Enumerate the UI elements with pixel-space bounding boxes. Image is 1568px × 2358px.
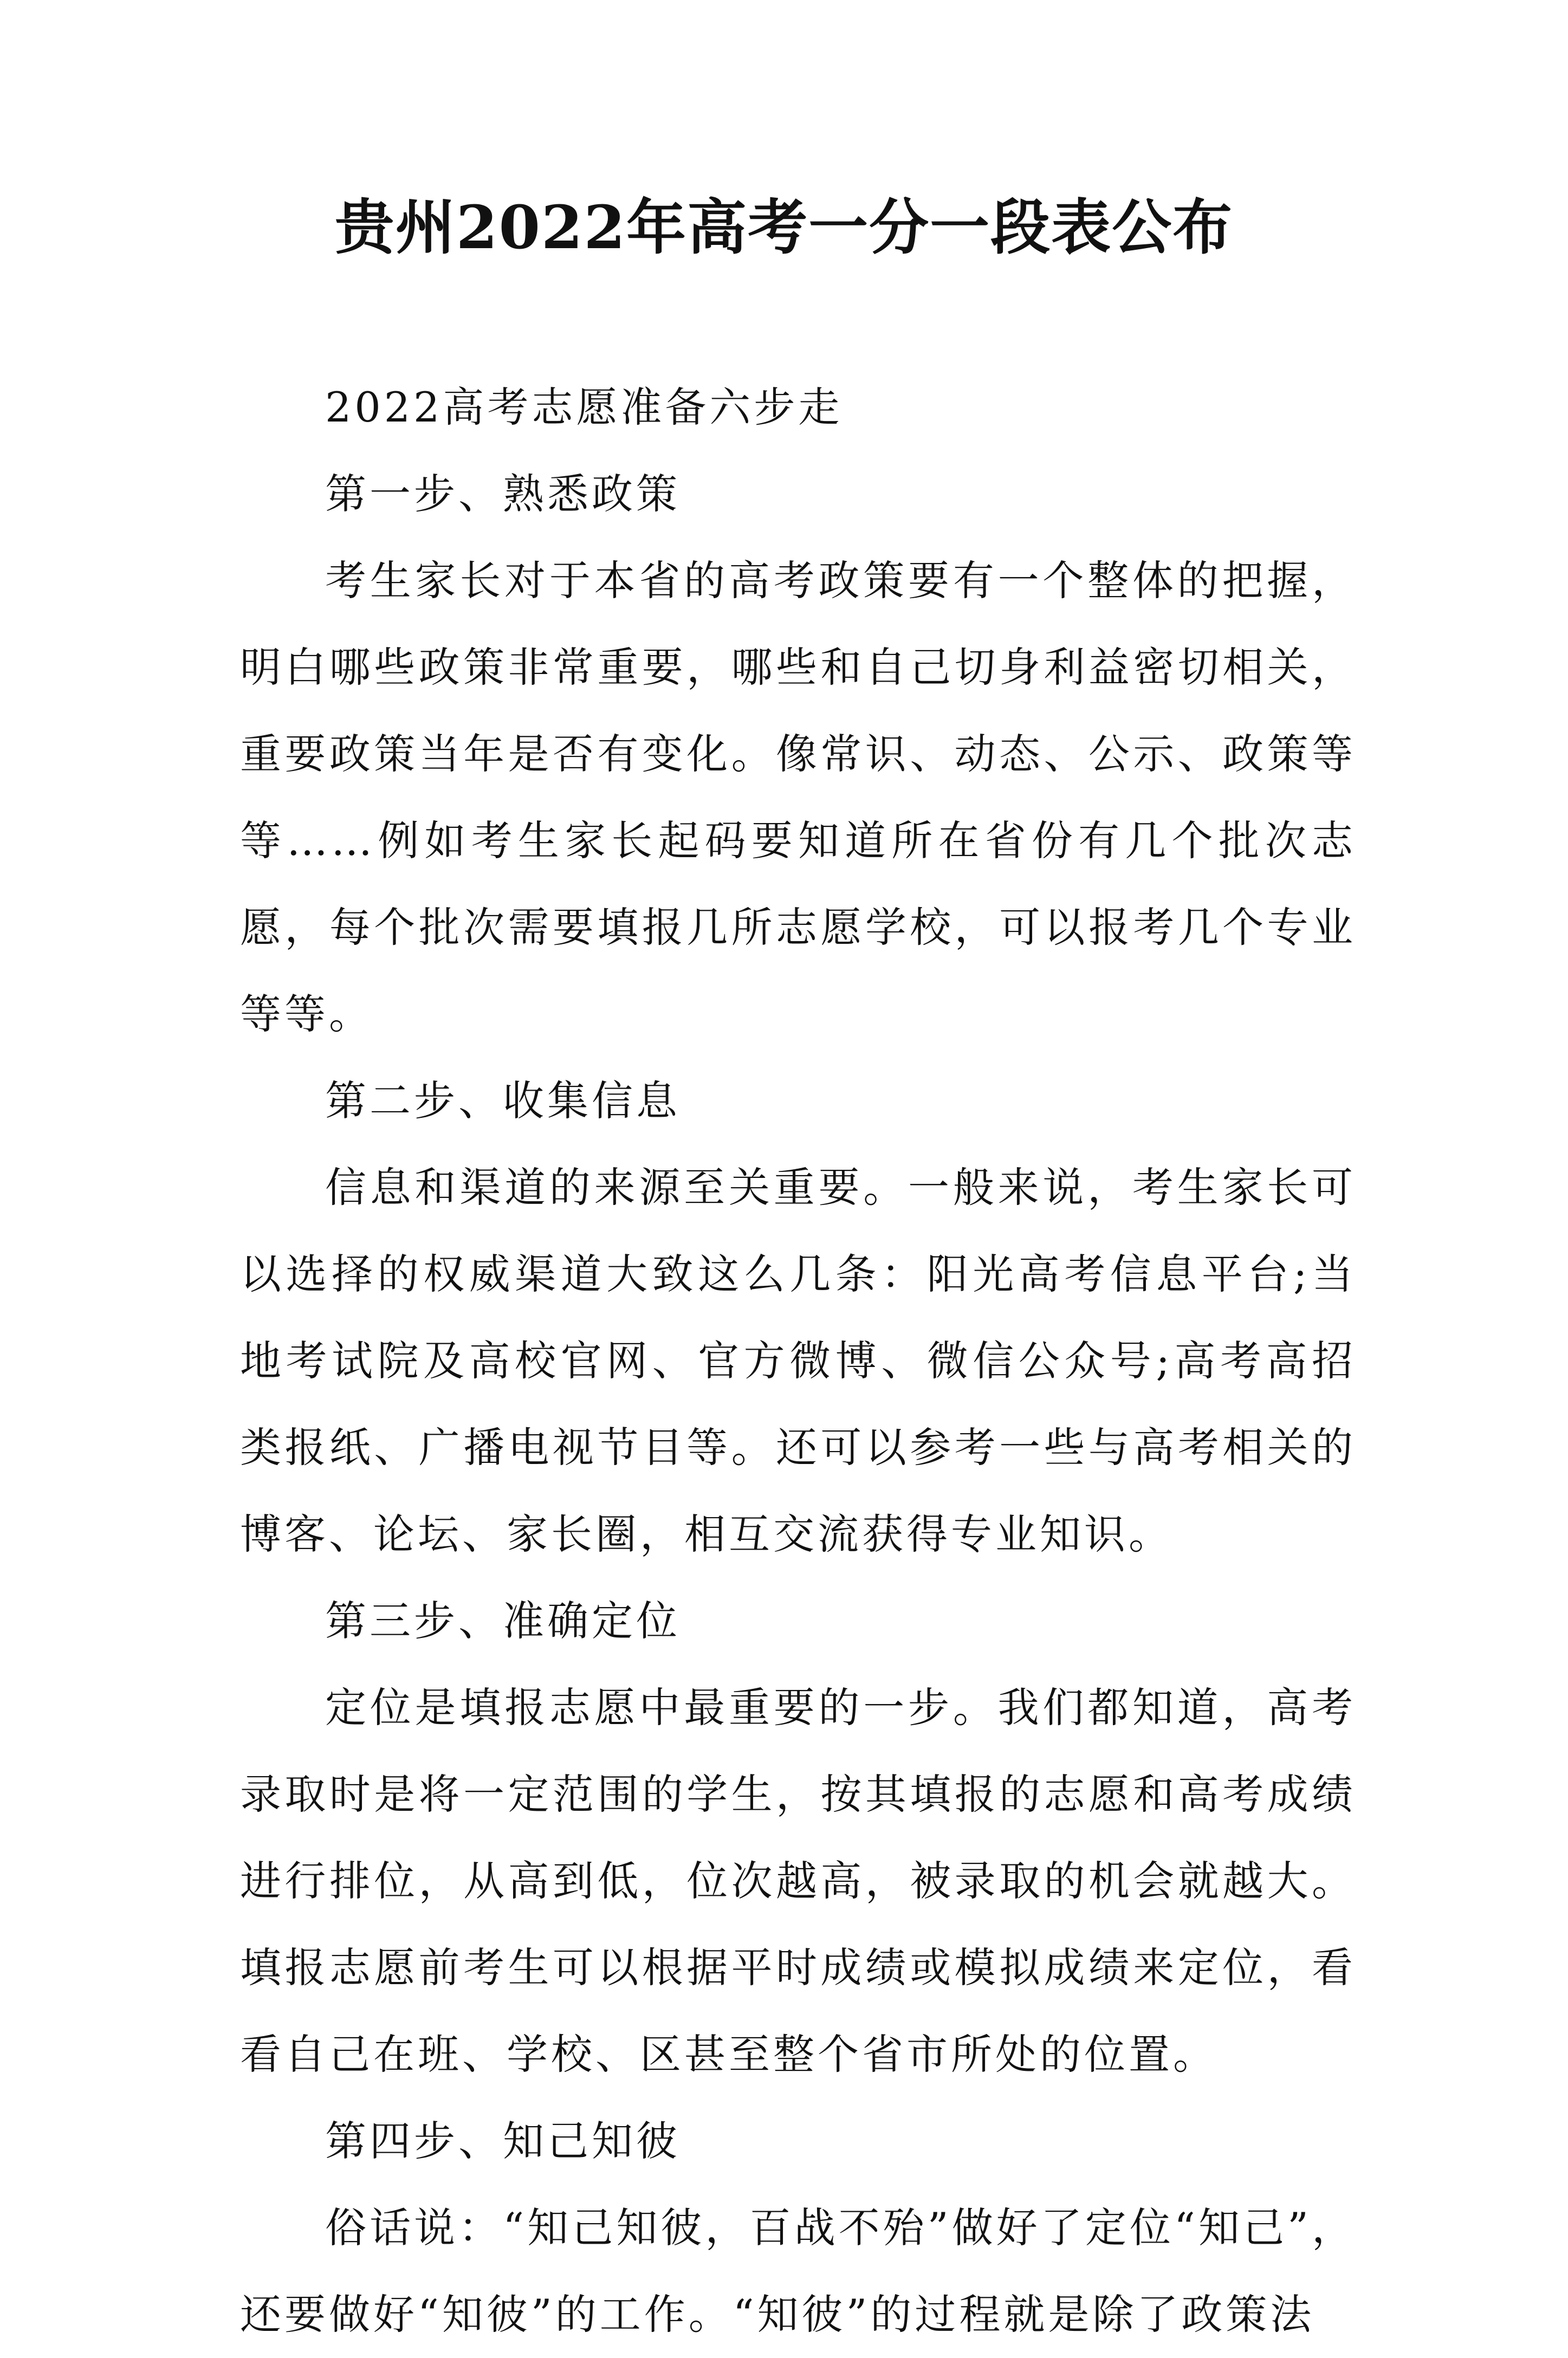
page-title: 贵州2022年高考一分一段表公布 [334, 192, 1234, 262]
paragraph-step-3-body: 定位是填报志愿中最重要的一步。我们都知道，高考录取时是将一定范围的学生，按其填报的志愿和高考成绩进行排位，从高到低，位次越高，被录取的机会就越大。填报志愿前考生可以根据平时成绩或模拟成绩来定位，看看自己在班、学校、区甚至整个省市所处的位置。 [240, 1683, 1356, 2078]
paragraph-step-4-heading: 第四步、知己知彼 [325, 2117, 681, 2165]
paragraph-subtitle: 2022高考志愿准备六步走 [325, 383, 843, 431]
paragraph-step-2-heading: 第二步、收集信息 [325, 1077, 681, 1125]
paragraph-step-1-heading: 第一步、熟悉政策 [325, 470, 681, 518]
paragraph-step-2-body: 信息和渠道的来源至关重要。一般来说，考生家长可以选择的权威渠道大致这么几条：阳光高考信息平台;当地考试院及高校官网、官方微博、微信公众号;高考高招类报纸、广播电视节目等。还可以参考一些与高考相关的博客、论坛、家长圈，相互交流获得专业知识。 [240, 1163, 1356, 1558]
paragraph-step-3-heading: 第三步、准确定位 [325, 1597, 681, 1645]
paragraph-step-1-body: 考生家长对于本省的高考政策要有一个整体的把握，明白哪些政策非常重要，哪些和自己切身利益密切相关，重要政策当年是否有变化。像常识、动态、公示、政策等等……例如考生家长起码要知道所在省份有几个批次志愿，每个批次需要填报几所志愿学校，可以报考几个专业等等。 [240, 556, 1356, 1038]
paragraph-step-4-body: 俗话说：“知己知彼，百战不殆”做好了定位“知己”，还要做好“知彼”的工作。“知彼”的过程就是除了政策法 [240, 2204, 1356, 2338]
document-body [240, 364, 1356, 2358]
